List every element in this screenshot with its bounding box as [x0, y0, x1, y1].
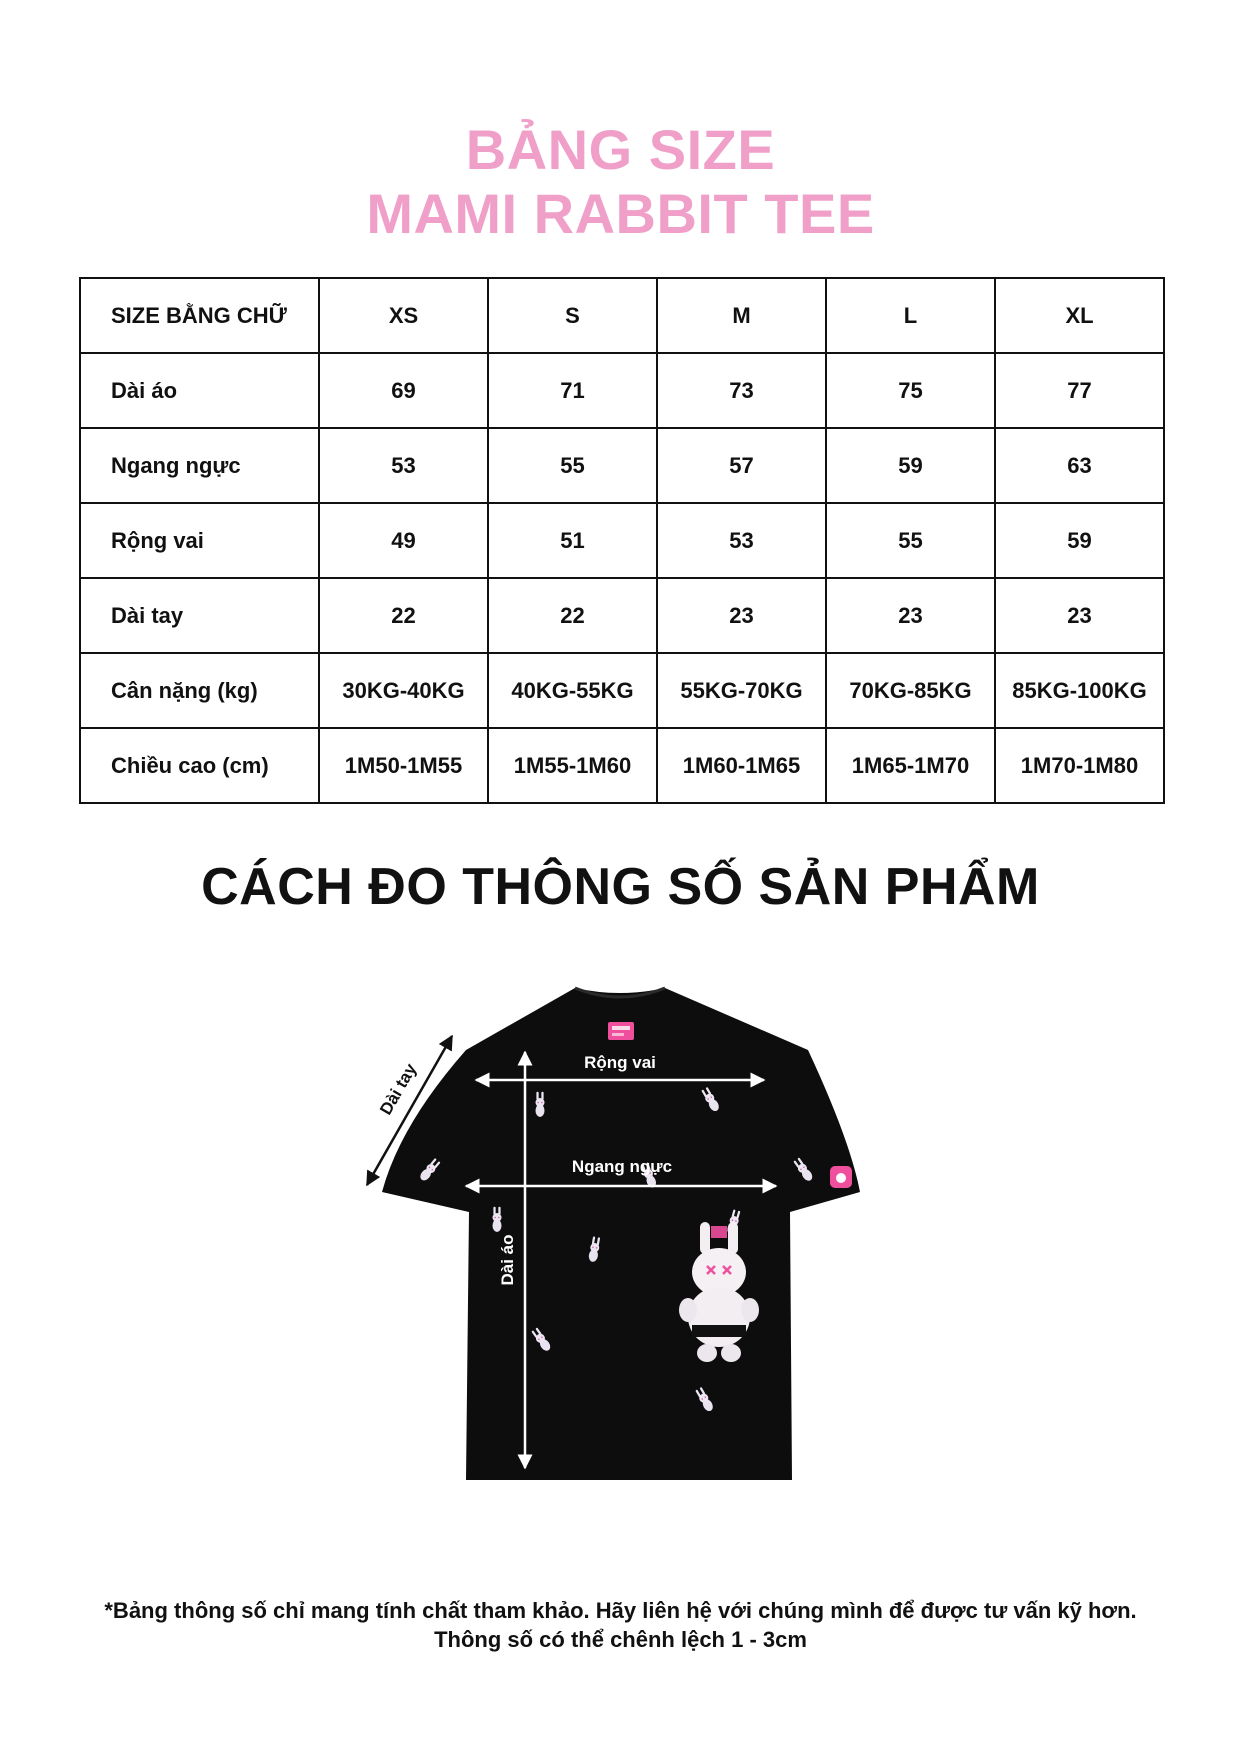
table-cell: 59: [995, 503, 1164, 578]
table-cell: 59: [826, 428, 995, 503]
table-cell: 69: [319, 353, 488, 428]
table-cell: 55: [488, 428, 657, 503]
table-cell: 55KG-70KG: [657, 653, 826, 728]
rabbit-patch-icon: [830, 1166, 852, 1188]
table-row: [80, 353, 1164, 428]
table-cell: 71: [488, 353, 657, 428]
table-row-label: Chiều cao (cm): [80, 728, 319, 803]
table-cell: 73: [657, 353, 826, 428]
table-cell: 53: [319, 428, 488, 503]
table-cell: 1M65-1M70: [826, 728, 995, 803]
size-table-body: [80, 278, 1164, 803]
table-cell: 23: [657, 578, 826, 653]
table-cell: 85KG-100KG: [995, 653, 1164, 728]
table-cell: 57: [657, 428, 826, 503]
table-header-cell: M: [657, 278, 826, 353]
table-cell: 22: [488, 578, 657, 653]
table-header-cell: SIZE BẰNG CHỮ: [80, 278, 319, 353]
table-row: [80, 578, 1164, 653]
table-header-row: [80, 278, 1164, 353]
page-title-line2: MAMI RABBIT TEE: [366, 182, 875, 245]
table-header-cell: L: [826, 278, 995, 353]
page-title-line1: BẢNG SIZE: [465, 118, 776, 181]
table-cell: 77: [995, 353, 1164, 428]
table-row-label: Rộng vai: [80, 503, 319, 578]
measure-title: CÁCH ĐO THÔNG SỐ SẢN PHẨM: [201, 858, 1040, 916]
table-cell: 70KG-85KG: [826, 653, 995, 728]
table-cell: 1M50-1M55: [319, 728, 488, 803]
table-row: [80, 653, 1164, 728]
table-cell: 75: [826, 353, 995, 428]
table-row: [80, 728, 1164, 803]
note-tolerance: Thông số có thể chênh lệch 1 - 3cm: [434, 1627, 807, 1652]
table-header-cell: XL: [995, 278, 1164, 353]
table-row-label: Cân nặng (kg): [80, 653, 319, 728]
table-cell: 1M55-1M60: [488, 728, 657, 803]
sleeve-label: Dài tay: [376, 1060, 421, 1119]
table-header-cell: S: [488, 278, 657, 353]
table-cell: 51: [488, 503, 657, 578]
table-row: [80, 428, 1164, 503]
note-disclaimer: *Bảng thông số chỉ mang tính chất tham khảo. Hãy liên hệ với chúng mình để được tư vấn kỹ hơn.: [104, 1598, 1137, 1623]
table-cell: 49: [319, 503, 488, 578]
shirt-diagram: [0, 960, 1241, 1520]
table-row: [80, 503, 1164, 578]
table-cell: 55: [826, 503, 995, 578]
table-row-label: Dài áo: [80, 353, 319, 428]
chest-label: Ngang ngực: [571, 1157, 673, 1176]
table-cell: 53: [657, 503, 826, 578]
table-cell: 30KG-40KG: [319, 653, 488, 728]
size-table: [79, 277, 1165, 804]
table-header-cell: XS: [319, 278, 488, 353]
shirt-tag-icon: [608, 1022, 634, 1040]
length-label: Dài áo: [498, 1234, 517, 1286]
table-cell: 1M60-1M65: [657, 728, 826, 803]
table-cell: 40KG-55KG: [488, 653, 657, 728]
table-row-label: Ngang ngực: [80, 428, 319, 503]
table-cell: 63: [995, 428, 1164, 503]
table-row-label: Dài tay: [80, 578, 319, 653]
table-cell: 1M70-1M80: [995, 728, 1164, 803]
table-cell: 22: [319, 578, 488, 653]
table-cell: 23: [995, 578, 1164, 653]
table-cell: 23: [826, 578, 995, 653]
shoulder-label: Rộng vai: [584, 1053, 656, 1072]
